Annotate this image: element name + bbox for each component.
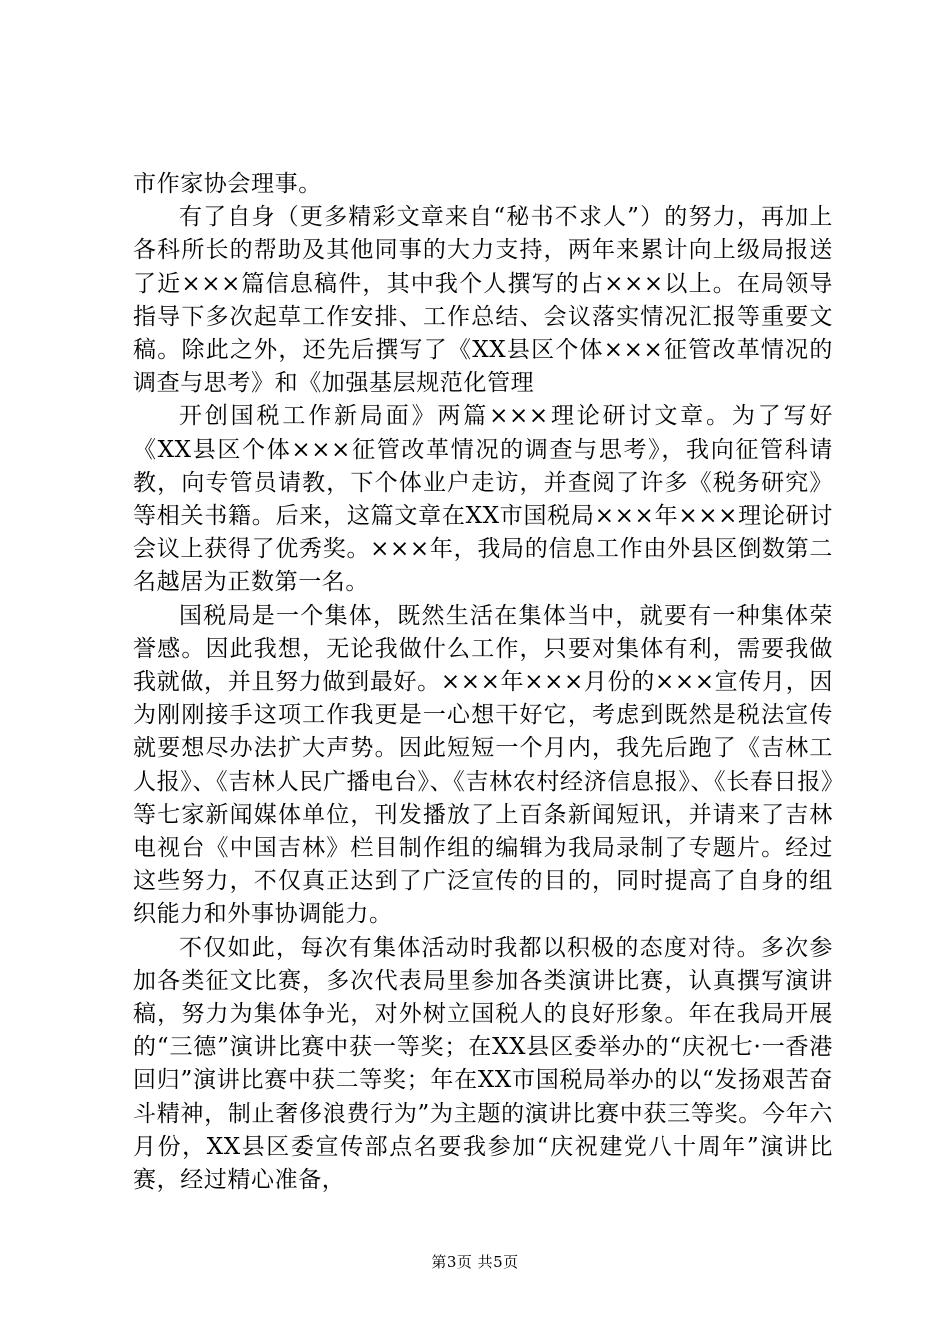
page-number: 第3页 共5页	[431, 1253, 519, 1271]
paragraph-2: 有了自身（更多精彩文章来自“秘书不求人”）的努力，再加上各科所长的帮助及其他同事的大力支持，两年来累计向上级局报送了近×××篇信息稿件，其中我个人撰写的占×××以上。在局领导指导下多次起草工作安排、工作总结、会议落实情况汇报等重要文稿。除此之外，还先后撰写了《XX县区个体×××征管改革情况的调查与思考》和《加强基层规范化管理	[133, 204, 833, 397]
paragraph-3: 开创国税工作新局面》两篇×××理论研讨文章。为了写好《XX县区个体×××征管改革情况的调查与思考》，我向征管科请教，向专管员请教，下个体业户走访，并查阅了许多《税务研究》等相关书籍。后来，这篇文章在XX市国税局×××年×××理论研讨会议上获得了优秀奖。×××年，我局的信息工作由外县区倒数第二名越居为正数第一名。	[133, 403, 833, 596]
paragraph-1: 市作家协会理事。	[133, 171, 322, 197]
document-body	[133, 168, 833, 1197]
paragraph-4: 国税局是一个集体，既然生活在集体当中，就要有一种集体荣誉感。因此我想，无论我做什么工作，只要对集体有利，需要我做我就做，并且努力做到最好。×××年×××月份的×××宣传月，因为刚刚接手这项工作我更是一心想干好它，考虑到既然是税法宣传就要想尽办法扩大声势。因此短短一个月内，我先后跑了《吉林工人报》、《吉林人民广播电台》、《吉林农村经济信息报》、《长春日报》等七家新闻媒体单位，刊发播放了上百条新闻短讯，并请来了吉林电视台《中国吉林》栏目制作组的编辑为我局录制了专题片。经过这些努力，不仅真正达到了广泛宣传的目的，同时提高了自身的组织能力和外事协调能力。	[133, 602, 833, 928]
page-footer	[0, 1252, 950, 1272]
paragraph-5: 不仅如此，每次有集体活动时我都以积极的态度对待。多次参加各类征文比赛，多次代表局里参加各类演讲比赛，认真撰写演讲稿，努力为集体争光，对外树立国税人的良好形象。年在我局开展的“三德”演讲比赛中获一等奖；在XX县区委举办的“庆祝七·一香港回归”演讲比赛中获二等奖；年在XX市国税局举办的以“发扬艰苦奋斗精神，制止奢侈浪费行为”为主题的演讲比赛中获三等奖。今年六月份，XX县区委宣传部点名要我参加“庆祝建党八十周年”演讲比赛，经过精心准备，	[133, 934, 833, 1194]
